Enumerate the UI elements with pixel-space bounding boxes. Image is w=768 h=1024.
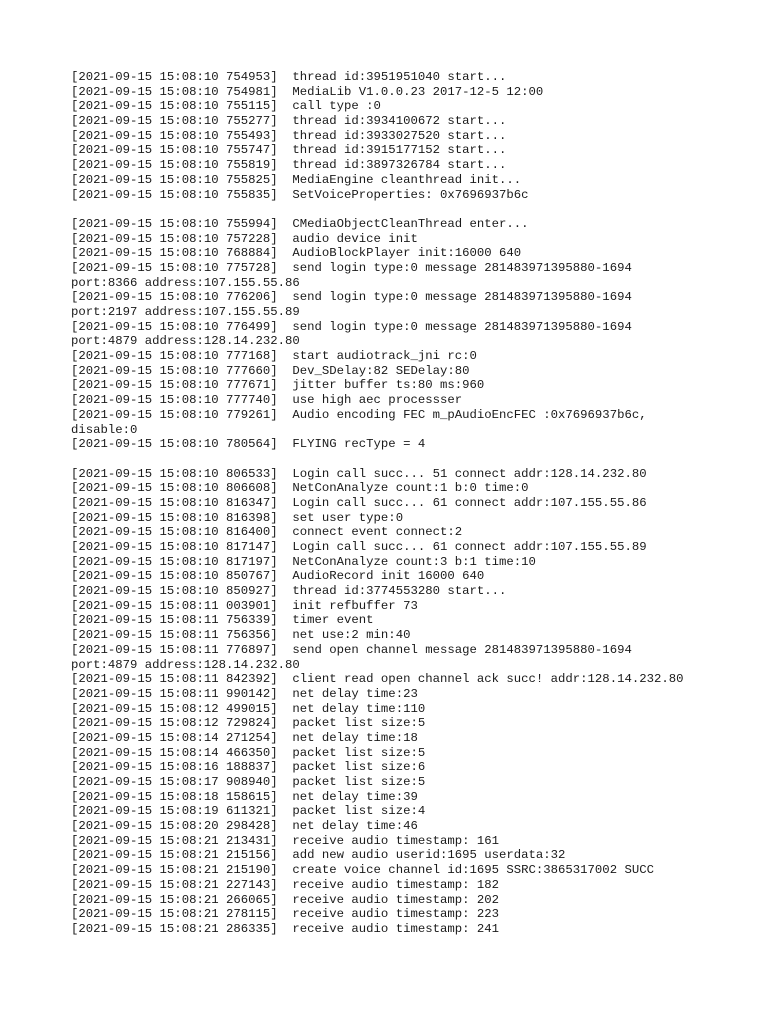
- log-line: [2021-09-15 15:08:10 776206] send login type:0 message 281483971395880-1694: [71, 290, 632, 305]
- log-line: [2021-09-15 15:08:19 611321] packet list size:4: [71, 804, 426, 819]
- log-line: [2021-09-15 15:08:10 755115] call type :0: [71, 99, 381, 114]
- log-line: [2021-09-15 15:08:12 499015] net delay time:110: [71, 701, 426, 716]
- log-line: [2021-09-15 15:08:11 842392] client read open channel ack succ! addr:128.14.232.80: [71, 672, 684, 687]
- log-line: [2021-09-15 15:08:10 768884] AudioBlockPlayer init:16000 640: [71, 246, 522, 261]
- log-line: [2021-09-15 15:08:10 777671] jitter buffer ts:80 ms:960: [71, 378, 485, 393]
- log-line: [2021-09-15 15:08:11 003901] init refbuffer 73: [71, 598, 418, 613]
- log-line: [2021-09-15 15:08:10 754953] thread id:3951951040 start...: [71, 70, 507, 84]
- log-line: [2021-09-15 15:08:21 278115] receive audio timestamp: 223: [71, 907, 500, 922]
- blank-line: [71, 452, 731, 467]
- log-line: [2021-09-15 15:08:10 757228] audio device init: [71, 231, 418, 246]
- log-line: disable:0: [71, 422, 138, 437]
- log-line: [2021-09-15 15:08:16 188837] packet list size:6: [71, 760, 426, 775]
- log-line: [2021-09-15 15:08:10 806533] Login call succ... 51 connect addr:128.14.232.80: [71, 466, 647, 481]
- log-line: [2021-09-15 15:08:21 286335] receive audio timestamp: 241: [71, 921, 500, 936]
- log-line: [2021-09-15 15:08:14 271254] net delay time:18: [71, 730, 418, 745]
- log-line: [2021-09-15 15:08:10 816347] Login call succ... 61 connect addr:107.155.55.86: [71, 495, 647, 510]
- log-line: [2021-09-15 15:08:10 755825] MediaEngine cleanthread init...: [71, 172, 522, 187]
- log-line: [2021-09-15 15:08:10 850927] thread id:3774553280 start...: [71, 584, 507, 599]
- log-line: [2021-09-15 15:08:21 215156] add new audio userid:1695 userdata:32: [71, 848, 566, 863]
- log-line: [2021-09-15 15:08:12 729824] packet list size:5: [71, 716, 426, 731]
- log-line: [2021-09-15 15:08:17 908940] packet list size:5: [71, 775, 426, 789]
- log-line: [2021-09-15 15:08:10 777660] Dev_SDelay:82 SEDelay:80: [71, 363, 470, 378]
- log-line: [2021-09-15 15:08:10 755747] thread id:3915177152 start...: [71, 143, 507, 158]
- log-line: [2021-09-15 15:08:18 158615] net delay time:39: [71, 789, 418, 804]
- log-line: [2021-09-15 15:08:21 266065] receive audio timestamp: 202: [71, 892, 500, 907]
- log-line: [2021-09-15 15:08:10 806608] NetConAnalyze count:1 b:0 time:0: [71, 481, 529, 496]
- log-line: [2021-09-15 15:08:10 755277] thread id:3934100672 start...: [71, 114, 507, 129]
- log-text-block: [71, 70, 731, 937]
- log-line: [2021-09-15 15:08:10 755819] thread id:3897326784 start...: [71, 158, 507, 173]
- log-line: [2021-09-15 15:08:10 817147] Login call succ... 61 connect addr:107.155.55.89: [71, 540, 647, 554]
- log-line: [2021-09-15 15:08:11 990142] net delay time:23: [71, 686, 418, 701]
- blank-line: [71, 202, 731, 217]
- log-line: [2021-09-15 15:08:10 779261] Audio encoding FEC m_pAudioEncFEC :0x7696937b6c,: [71, 407, 647, 422]
- log-line: port:4879 address:128.14.232.80: [71, 657, 300, 672]
- log-line: [2021-09-15 15:08:10 780564] FLYING recType = 4: [71, 437, 426, 452]
- log-line: [2021-09-15 15:08:10 775728] send login type:0 message 281483971395880-1694: [71, 260, 632, 275]
- log-line: [2021-09-15 15:08:21 213431] receive audio timestamp: 161: [71, 833, 500, 848]
- log-line: port:2197 address:107.155.55.89: [71, 305, 300, 319]
- log-line: [2021-09-15 15:08:10 776499] send login type:0 message 281483971395880-1694: [71, 319, 632, 334]
- log-line: [2021-09-15 15:08:11 756339] timer event: [71, 613, 374, 628]
- log-line: [2021-09-15 15:08:10 777740] use high aec processser: [71, 393, 463, 408]
- log-line: [2021-09-15 15:08:10 755835] SetVoiceProperties: 0x7696937b6c: [71, 187, 529, 202]
- log-line: [2021-09-15 15:08:10 755994] CMediaObjectCleanThread enter...: [71, 216, 529, 231]
- log-line: [2021-09-15 15:08:10 817197] NetConAnalyze count:3 b:1 time:10: [71, 554, 536, 569]
- log-line: [2021-09-15 15:08:10 755493] thread id:3933027520 start...: [71, 128, 507, 143]
- log-line: port:4879 address:128.14.232.80: [71, 334, 300, 349]
- log-line: [2021-09-15 15:08:11 776897] send open channel message 281483971395880-1694: [71, 642, 632, 657]
- log-line: [2021-09-15 15:08:10 754981] MediaLib V1.0.0.23 2017-12-5 12:00: [71, 84, 544, 99]
- log-line: [2021-09-15 15:08:14 466350] packet list size:5: [71, 745, 426, 760]
- log-line: [2021-09-15 15:08:10 816398] set user type:0: [71, 510, 404, 525]
- log-line: [2021-09-15 15:08:11 756356] net use:2 min:40: [71, 628, 411, 643]
- log-line: [2021-09-15 15:08:21 227143] receive audio timestamp: 182: [71, 877, 500, 892]
- log-line: [2021-09-15 15:08:21 215190] create voice channel id:1695 SSRC:3865317002 SUCC: [71, 863, 654, 878]
- log-line: [2021-09-15 15:08:10 850767] AudioRecord init 16000 640: [71, 569, 485, 584]
- log-line: [2021-09-15 15:08:10 816400] connect event connect:2: [71, 525, 463, 540]
- log-line: port:8366 address:107.155.55.86: [71, 275, 300, 290]
- log-line: [2021-09-15 15:08:10 777168] start audiotrack_jni rc:0: [71, 349, 477, 364]
- log-line: [2021-09-15 15:08:20 298428] net delay time:46: [71, 819, 418, 834]
